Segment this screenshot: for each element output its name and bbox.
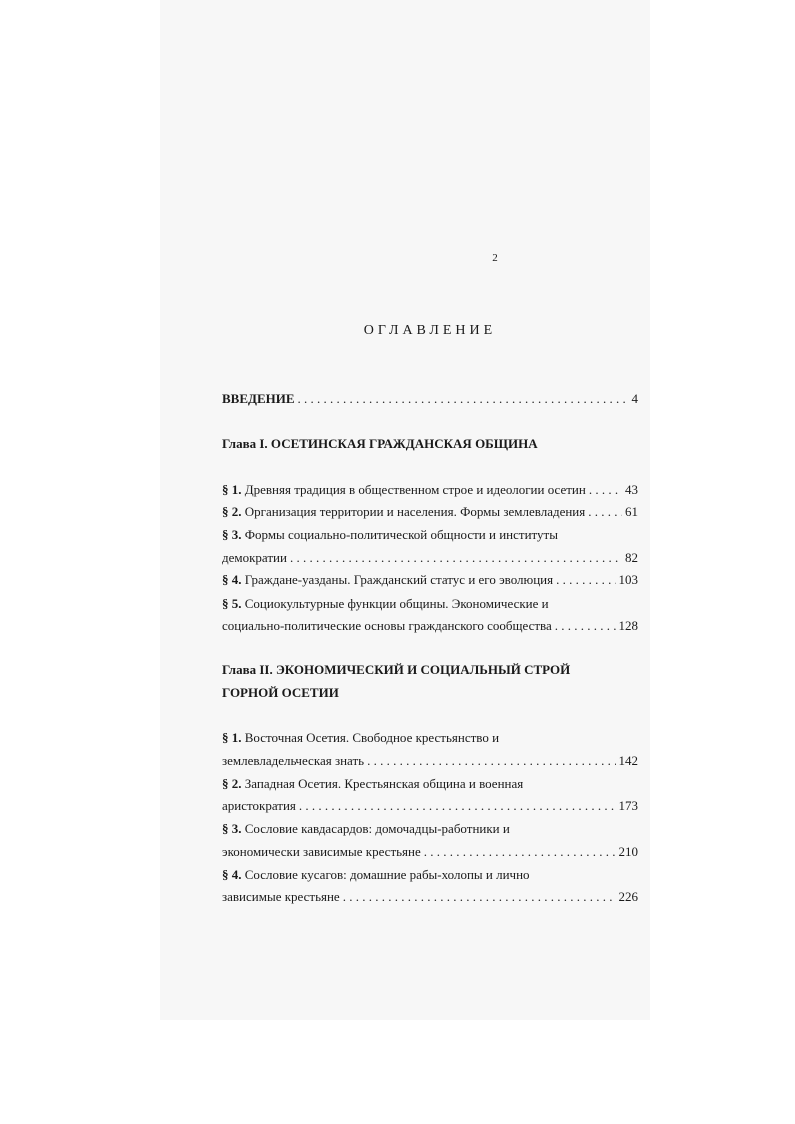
section-number: § 3. [222, 527, 242, 542]
toc-entry-continuation[interactable] [222, 888, 638, 906]
leader-dots [299, 797, 616, 815]
section-title-continued: зависимые крестьяне [222, 889, 340, 904]
chapter-heading-continued: ГОРНОЙ ОСЕТИИ [222, 685, 339, 700]
toc-entry-continuation[interactable] [222, 843, 638, 861]
toc-page-number: 142 [618, 753, 638, 768]
leader-dots [556, 571, 615, 589]
toc-entry-continuation[interactable] [222, 797, 638, 815]
page-number: 2 [492, 252, 498, 264]
toc-page-number: 103 [618, 572, 638, 587]
toc-page-number: 43 [625, 482, 638, 497]
section-title-continued: социально-политические основы гражданского сообщества [222, 618, 552, 633]
toc-entry-intro[interactable] [222, 390, 638, 408]
toc-page-number: 226 [618, 889, 638, 904]
section-number: § 4. [222, 867, 242, 882]
section-title: Формы социально-политической общности и институты [244, 527, 558, 542]
chapter-heading: Глава I. ОСЕТИНСКАЯ ГРАЖДАНСКАЯ ОБЩИНА [222, 436, 538, 451]
page-title: ОГЛАВЛЕНИЕ [363, 323, 497, 338]
toc-entry-label: ВВЕДЕНИЕ [222, 391, 295, 406]
section-title-continued: демократии [222, 550, 287, 565]
section-number: § 5. [222, 596, 242, 611]
section-title: Древняя традиция в общественном строе и идеологии осетин [244, 482, 586, 497]
section-title: Социокультурные функции общины. Экономические и [244, 596, 549, 611]
toc-page-number: 61 [625, 504, 638, 519]
toc-entry[interactable] [222, 526, 638, 544]
section-title-continued: землевладельческая знать [222, 753, 365, 768]
leader-dots [290, 549, 622, 567]
toc-entry-continuation[interactable] [222, 752, 638, 770]
section-title: Восточная Осетия. Свободное крестьянство и [244, 730, 500, 745]
section-number: § 4. [222, 572, 242, 587]
toc-entry-continuation[interactable] [222, 617, 638, 635]
toc-entry-continuation[interactable] [222, 549, 638, 567]
toc-page-number: 82 [625, 550, 638, 565]
toc-entry[interactable] [222, 775, 638, 793]
leader-dots [367, 752, 615, 770]
section-number: § 1. [222, 482, 242, 497]
section-number: § 2. [222, 776, 242, 791]
section-number: § 1. [222, 730, 242, 745]
section-number: § 3. [222, 821, 242, 836]
section-title-continued: аристократия [222, 798, 296, 813]
toc-entry[interactable] [222, 571, 638, 589]
toc-page-number: 173 [618, 798, 638, 813]
section-title: Граждане-уазданы. Гражданский статус и его эволюция [244, 572, 554, 587]
leader-dots [555, 617, 616, 635]
section-title-continued: экономически зависимые крестьяне [222, 844, 421, 859]
section-title: Западная Осетия. Крестьянская община и военная [244, 776, 524, 791]
toc-page-number: 128 [618, 618, 638, 633]
toc-page-number: 210 [618, 844, 638, 859]
toc-page-number: 4 [631, 391, 638, 406]
leader-dots [424, 843, 616, 861]
toc-entry[interactable] [222, 820, 638, 838]
section-title: Сословие кусагов: домашние рабы-холопы и лично [244, 867, 530, 882]
toc-entry[interactable] [222, 729, 638, 747]
leader-dots [589, 481, 622, 499]
leader-dots [343, 888, 616, 906]
leader-dots [298, 390, 629, 408]
toc-entry[interactable] [222, 481, 638, 499]
toc-entry[interactable] [222, 595, 638, 613]
section-title: Организация территории и населения. Формы землевладения [244, 504, 586, 519]
chapter-heading: Глава II. ЭКОНОМИЧЕСКИЙ И СОЦИАЛЬНЫЙ СТРОЙ [222, 662, 571, 677]
section-title: Сословие кавдасардов: домочадцы-работники и [244, 821, 510, 836]
toc-entry[interactable] [222, 503, 638, 521]
section-number: § 2. [222, 504, 242, 519]
toc-entry[interactable] [222, 866, 638, 884]
leader-dots [588, 503, 622, 521]
